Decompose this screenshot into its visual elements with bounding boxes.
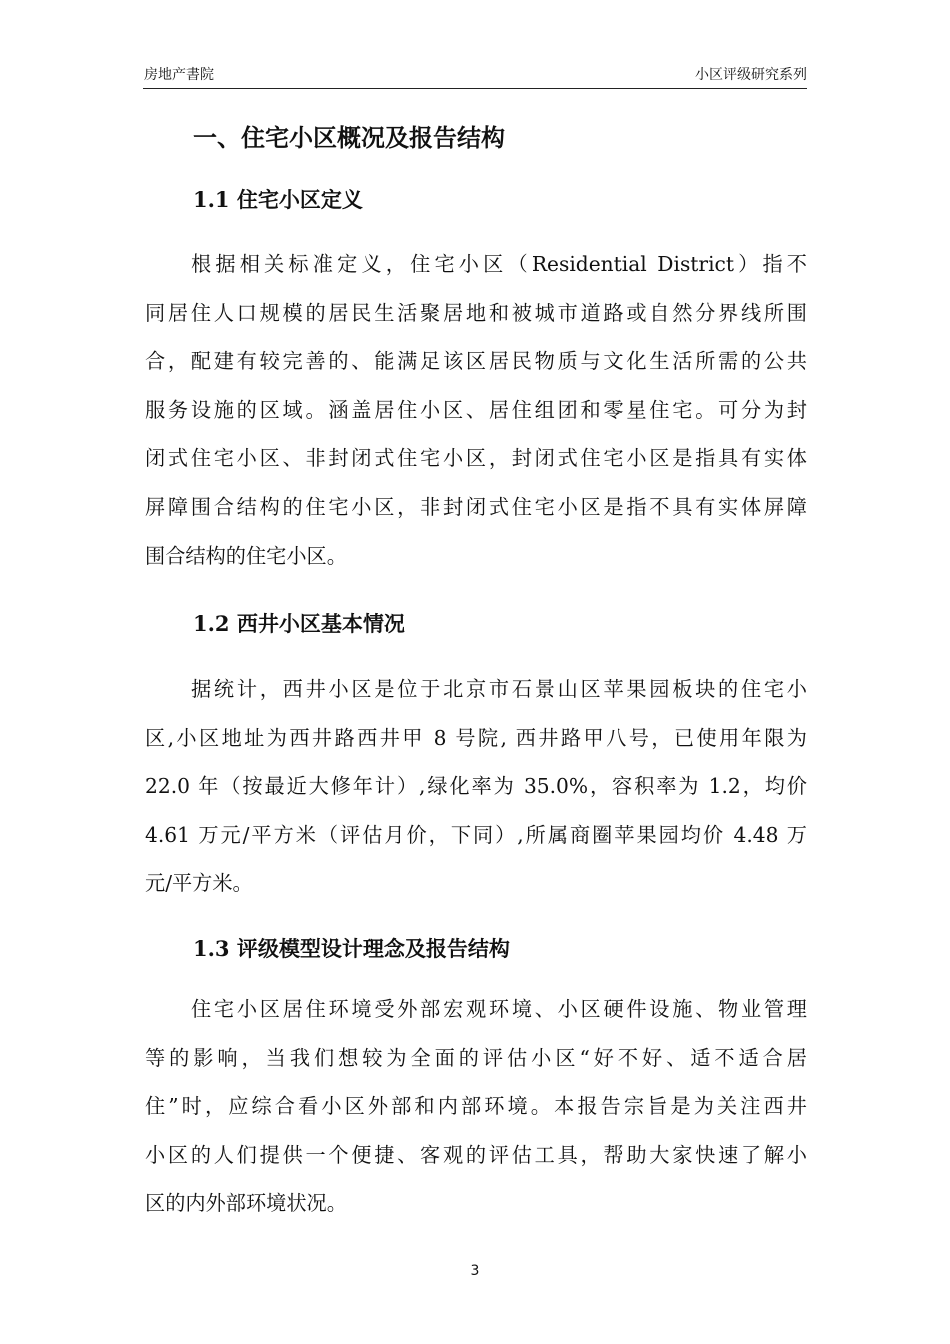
heading-1-3: 1.3 评级模型设计理念及报告结构 (193, 936, 510, 961)
heading-1-2: 1.2 西井小区基本情况 (193, 611, 405, 636)
paragraph-line: 屏障围合结构的住宅小区，非封闭式住宅小区是指不具有实体屏障 (145, 494, 807, 519)
paragraph-line: 同居住人口规模的居民生活聚居地和被城市道路或自然分界线所围 (145, 300, 807, 325)
paragraph-line: 合，配建有较完善的、能满足该区居民物质与文化生活所需的公共 (145, 349, 807, 374)
paragraph-line: 据统计，西井小区是位于北京市石景山区苹果园板块的住宅小 (191, 677, 807, 701)
paragraph-1-2 (145, 665, 807, 908)
paragraph-line: 住”时，应综合看小区外部和内部环境。本报告宗旨是为关注西井 (145, 1094, 807, 1119)
header-left-text: 房地产書院 (144, 67, 214, 83)
paragraph-1-3 (145, 985, 807, 1228)
paragraph-line: 服务设施的区域。涵盖居住小区、居住组团和零星住宅。可分为封 (145, 397, 807, 422)
paragraph-line: 根据相关标准定义，住宅小区（Residential District）指不 (191, 252, 807, 276)
header-right-text: 小区评级研究系列 (695, 67, 807, 83)
header-divider (143, 88, 807, 89)
paragraph-line: 围合结构的住宅小区。 (145, 543, 347, 568)
paragraph-line: 区的内外部环境状况。 (145, 1191, 347, 1216)
page-number: 3 (470, 1263, 480, 1279)
paragraph-line: 区,小区地址为西井路西井甲 8 号院, 西井路甲八号，已使用年限为 (145, 725, 807, 750)
heading-1-1: 1.1 住宅小区定义 (193, 187, 363, 212)
paragraph-line: 4.61 万元/平方米（评估月价，下同）,所属商圈苹果园均价 4.48 万 (145, 822, 807, 847)
paragraph-line: 闭式住宅小区、非封闭式住宅小区，封闭式住宅小区是指具有实体 (145, 446, 807, 471)
paragraph-line: 元/平方米。 (145, 871, 253, 896)
section-title: 一、住宅小区概况及报告结构 (193, 123, 505, 152)
paragraph-1-1 (145, 240, 807, 580)
paragraph-line: 22.0 年（按最近大修年计）,绿化率为 35.0%，容积率为 1.2，均价 (145, 774, 807, 799)
paragraph-line: 小区的人们提供一个便捷、客观的评估工具，帮助大家快速了解小 (145, 1142, 807, 1167)
paragraph-line: 住宅小区居住环境受外部宏观环境、小区硬件设施、物业管理 (191, 997, 807, 1021)
paragraph-line: 等的影响，当我们想较为全面的评估小区“好不好、适不适合居 (145, 1045, 807, 1070)
